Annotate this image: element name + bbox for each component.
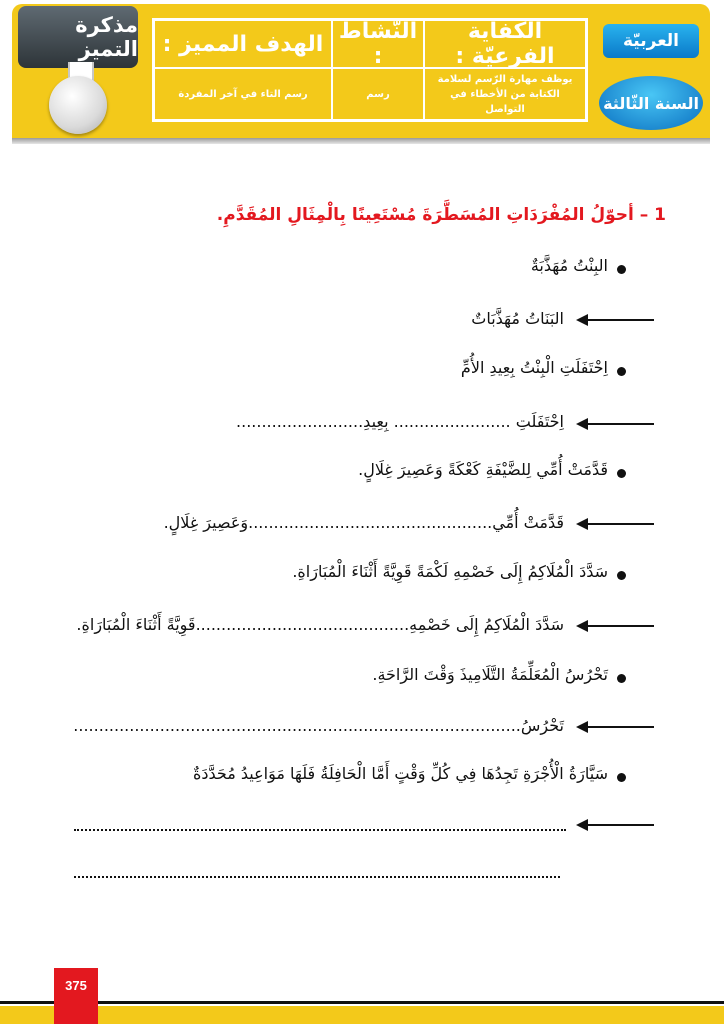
answer-line[interactable]: اِحْتَفَلَتِ ....................... بِعِيدِ......................... [236,412,564,431]
example-answer: البَنَاتُ مُهَذَّبَاتٌ [471,309,564,328]
arrow-icon [578,423,654,425]
bullet-icon [617,773,626,782]
competency-value: يوظف مهارة الرّسم لسلامة الكتابة من الأخطاء في التواصل [424,68,586,120]
answer-line[interactable]: قَدَّمَتْ أُمِّي................................................وَعَصِيرَ غِلَالٍ. [163,513,564,532]
bullet-icon [617,674,626,683]
header-shadow [12,138,710,144]
answer-line[interactable]: تَحْرُسُ........................................................................................ [73,716,564,735]
bullet-icon [617,265,626,274]
exercise-sentence: قَدَّمَتْ أُمِّي لِلضَّيْفَةِ كَعْكَةً وَعَصِيرَ غِلَالٍ. [358,460,608,479]
arrow-icon [578,625,654,627]
arrow-icon [578,319,654,321]
goal-value: رسم التاء في آخر المفردة [154,68,332,120]
exercise-sentence: سَدَّدَ الْمُلَاكِمُ إِلَى خَصْمِهِ لَكْمَةً قَوِيَّةً أَثْنَاءَ الْمُبَارَاةِ. [292,562,608,581]
exercise-sentence: البِنْتُ مُهَذَّبَةٌ [530,256,608,275]
subject-badge: العربيّة [603,24,699,58]
bullet-icon [617,469,626,478]
exercise-sentence: اِحْتَفَلَتِ الْبِنْتُ بِعِيدِ الأُمِّ [460,358,608,377]
arrow-icon [578,523,654,525]
brand-logo [18,6,138,130]
arrow-icon [578,726,654,728]
bullet-icon [617,571,626,580]
competency-label: الكفاية الفرعيّة : [424,20,586,68]
answer-dotted-line[interactable] [74,876,560,878]
bullet-icon [617,367,626,376]
exercise-sentence: سَيَّارَةُ الْأُجْرَةِ تَجِدُهَا فِي كُلِّ وَقْتٍ أَمَّا الْحَافِلَةُ فَلَهَا مَوَاعِيدُ مُحَدَّدَةٌ [192,764,608,783]
activity-value: رسم [332,68,424,120]
footer-band [0,1006,724,1024]
exercise-sentence: تَحْرُسُ الْمُعَلِّمَةُ التَّلَامِيذَ وَقْتَ الرَّاحَةِ. [372,665,608,684]
activity-label: النّشاط : [332,20,424,68]
footer-rule [0,1001,724,1004]
answer-line[interactable]: سَدَّدَ الْمُلَاكِمُ إِلَى خَصْمِهِ..........................................قَوِيَّةً أَثْنَاءَ الْمُبَارَاةِ. [76,615,564,634]
answer-dotted-line[interactable] [74,829,566,831]
grade-badge: السنة الثّالثة [599,76,703,130]
lesson-info-table [152,18,588,122]
brand-ball [49,76,107,134]
arrow-icon [578,824,654,826]
brand-title: مذكرة التميز [18,6,138,68]
page-number: 375 [54,968,98,1024]
goal-label: الهدف المميز : [154,20,332,68]
exercise-title: 1 – أحوّلُ المُفْرَدَاتِ المُسَطَّرَةَ مُسْتَعِينًا بِالْمِثَالِ المُقَدَّمِ. [216,205,666,225]
